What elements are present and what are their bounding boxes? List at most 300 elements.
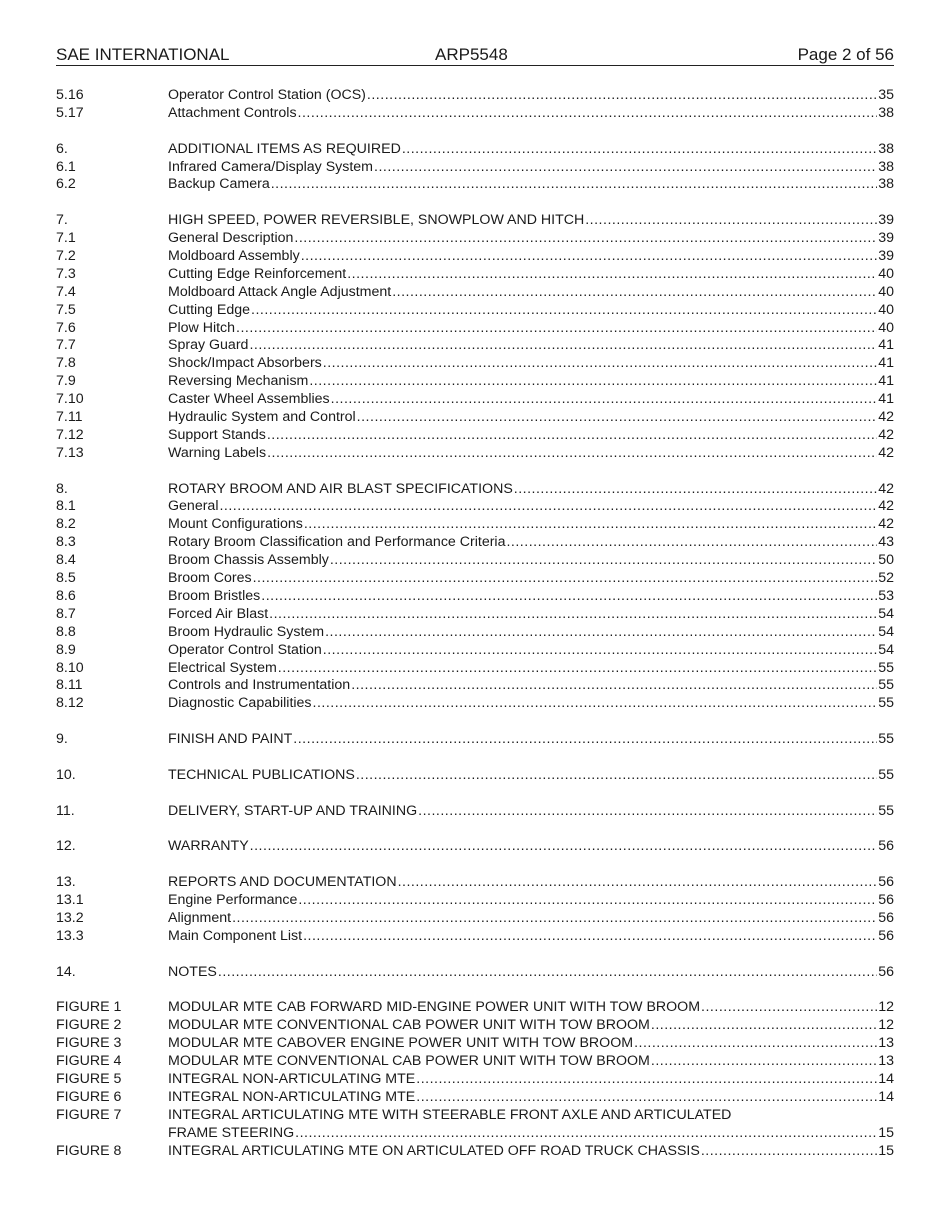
dot-leader <box>295 1125 877 1143</box>
dot-leader <box>418 803 877 821</box>
toc-entry-page: 40 <box>878 283 894 300</box>
toc-entry <box>56 498 894 516</box>
toc-entry-page: 41 <box>878 337 894 354</box>
dot-leader <box>313 695 878 713</box>
dot-leader <box>514 481 877 499</box>
toc-entry-link[interactable] <box>168 409 894 427</box>
toc-entry-page: 41 <box>878 355 894 372</box>
toc-entry <box>56 606 894 624</box>
dot-leader <box>398 874 878 892</box>
toc-entry-link[interactable] <box>168 1125 894 1143</box>
toc-entry-title[interactable]: HIGH SPEED, POWER REVERSIBLE, SNOWPLOW AND HITCH <box>168 212 585 229</box>
toc-entry-link[interactable] <box>168 230 894 248</box>
toc-entry-number: 7.9 <box>56 373 76 390</box>
toc-entry <box>56 767 894 785</box>
toc-entry-link[interactable] <box>168 337 894 355</box>
dot-leader <box>506 534 877 552</box>
toc-entry-title[interactable]: ADDITIONAL ITEMS AS REQUIRED <box>168 140 401 157</box>
toc-entry-number: 8.10 <box>56 659 84 676</box>
toc-entry-number: 8.5 <box>56 570 76 587</box>
toc-entry-link[interactable] <box>168 1017 894 1035</box>
toc-entry-link[interactable] <box>168 838 894 856</box>
toc-entry-number: FIGURE 8 <box>56 1142 122 1159</box>
toc-entry-page: 42 <box>878 480 894 497</box>
toc-entry-page: 42 <box>878 516 894 533</box>
dot-leader <box>294 230 877 248</box>
publisher-name: SAE INTERNATIONAL <box>56 45 230 64</box>
toc-entry-link[interactable] <box>168 803 894 821</box>
dot-leader <box>402 141 877 159</box>
toc-entry <box>56 928 894 946</box>
toc-entry-number: 8.3 <box>56 534 76 551</box>
dot-leader <box>651 1053 877 1071</box>
toc-entry <box>56 248 894 266</box>
dot-leader <box>367 87 877 105</box>
toc-entry-page: 35 <box>878 87 894 103</box>
toc-entry-title[interactable]: TECHNICAL PUBLICATIONS <box>168 766 355 783</box>
dot-leader <box>351 677 877 695</box>
dot-leader <box>301 248 878 266</box>
toc-entry-title[interactable]: WARRANTY <box>168 838 249 855</box>
toc-entry-page: 13 <box>878 1035 894 1052</box>
toc-entry-page: 42 <box>878 498 894 515</box>
toc-entry-number: 12. <box>56 838 76 855</box>
toc-entry-title[interactable]: Broom Hydraulic System <box>168 623 325 640</box>
toc-entry-title[interactable]: Shock/Impact Absorbers <box>168 355 322 372</box>
toc-entry <box>56 105 894 123</box>
dot-leader <box>249 337 877 355</box>
toc-entry-number: 8.4 <box>56 552 76 569</box>
toc-entry-number: 7.7 <box>56 337 76 354</box>
toc-entry-title[interactable]: Diagnostic Capabilities <box>168 695 312 712</box>
toc-entry <box>56 838 894 856</box>
dot-leader <box>267 445 877 463</box>
toc-entry-link[interactable] <box>168 248 894 266</box>
toc-entry-link[interactable] <box>168 910 894 928</box>
toc-entry-title[interactable]: INTEGRAL ARTICULATING MTE ON ARTICULATED OFF ROAD TRUCK CHASSIS <box>168 1142 700 1159</box>
dot-leader <box>701 999 877 1017</box>
toc-entry-number: 7.6 <box>56 319 76 336</box>
toc-entry-title[interactable]: Broom Bristles <box>168 587 261 604</box>
toc-entry-number: 13. <box>56 874 76 891</box>
toc-entry-link[interactable] <box>168 373 894 391</box>
toc-entry-number: 8.7 <box>56 605 76 622</box>
toc-entry-link[interactable] <box>168 481 894 499</box>
toc-entry <box>56 642 894 660</box>
toc-entry-title[interactable]: Warning Labels <box>168 444 267 461</box>
dot-leader <box>392 284 877 302</box>
toc-entry-title[interactable]: Electrical System <box>168 659 277 676</box>
dot-leader <box>323 355 877 373</box>
toc-entry-page: 42 <box>878 444 894 461</box>
toc-entry-title[interactable]: REPORTS AND DOCUMENTATION <box>168 874 397 891</box>
toc-entry-page: 39 <box>878 230 894 247</box>
toc-entry <box>56 1143 894 1161</box>
toc-entry-page: 38 <box>878 176 894 193</box>
toc-entry-link[interactable] <box>168 427 894 445</box>
toc-entry-title[interactable]: Hydraulic System and Control <box>168 409 356 426</box>
toc-entry-link[interactable] <box>168 552 894 570</box>
dot-leader <box>236 320 877 338</box>
toc-entry <box>56 803 894 821</box>
toc-entry <box>56 409 894 427</box>
toc-entry-page: 55 <box>878 802 894 819</box>
toc-entry-number: 13.1 <box>56 892 84 909</box>
dot-leader <box>634 1035 877 1053</box>
toc-entry-link[interactable] <box>168 588 894 606</box>
toc-entry <box>56 391 894 409</box>
toc-entry-number: 8. <box>56 480 68 497</box>
toc-entry <box>56 695 894 713</box>
toc-entry <box>56 874 894 892</box>
toc-entry-link[interactable] <box>168 284 894 302</box>
toc-entry-number: 8.6 <box>56 587 76 604</box>
toc-entry-page: 56 <box>878 874 894 891</box>
toc-entry-number: 7.2 <box>56 248 76 265</box>
toc-entry-link[interactable] <box>168 1143 894 1161</box>
toc-entry-page: 40 <box>878 265 894 282</box>
toc-entry-link[interactable] <box>168 767 894 785</box>
toc-entry-page: 54 <box>878 641 894 658</box>
toc-entry-title[interactable]: Moldboard Assembly <box>168 248 300 265</box>
toc-entry <box>56 731 894 749</box>
toc-entry-title[interactable]: INTEGRAL ARTICULATING MTE WITH STEERABLE FRONT AXLE AND ARTICULATED <box>168 1106 732 1123</box>
toc-entry <box>56 999 894 1017</box>
toc-entry-title[interactable]: INTEGRAL NON-ARTICULATING MTE <box>168 1088 416 1105</box>
toc-entry-title[interactable]: Controls and Instrumentation <box>168 677 351 694</box>
toc-entry-link[interactable] <box>168 176 894 194</box>
toc-entry-number: FIGURE 4 <box>56 1053 122 1070</box>
dot-leader <box>347 266 877 284</box>
toc-entry-number: 7.8 <box>56 355 76 372</box>
toc-entry-page: 39 <box>878 248 894 265</box>
toc-entry <box>56 266 894 284</box>
toc-entry-title[interactable]: Caster Wheel Assemblies <box>168 391 330 408</box>
toc-entry-number: 8.11 <box>56 677 83 694</box>
dot-leader <box>416 1071 877 1089</box>
toc-entry-link[interactable] <box>168 606 894 624</box>
toc-entry-page: 56 <box>878 927 894 944</box>
toc-entry-title[interactable]: Rotary Broom Classification and Performance Criteria <box>168 534 506 551</box>
dot-leader <box>253 570 878 588</box>
section-spacer <box>56 194 894 212</box>
toc-entry-title[interactable]: Broom Cores <box>168 570 252 587</box>
toc-entry <box>56 516 894 534</box>
toc-entry-page: 56 <box>878 909 894 926</box>
toc-entry-page: 15 <box>878 1142 894 1159</box>
toc-entry-title[interactable]: Support Stands <box>168 426 266 443</box>
toc-entry-title[interactable]: General <box>168 498 219 515</box>
toc-entry-page: 13 <box>878 1053 894 1070</box>
toc-entry-link[interactable] <box>168 516 894 534</box>
dot-leader <box>271 176 877 194</box>
toc-entry-title[interactable]: Spray Guard <box>168 337 249 354</box>
toc-entry <box>56 588 894 606</box>
toc-entry-number: FIGURE 2 <box>56 1017 122 1034</box>
toc-entry-number: 13.3 <box>56 927 84 944</box>
toc-entry <box>56 624 894 642</box>
toc-entry-page: 38 <box>878 104 894 121</box>
toc-entry <box>56 1053 894 1071</box>
toc-entry-title[interactable]: Reversing Mechanism <box>168 373 309 390</box>
toc-entry-number: FIGURE 3 <box>56 1035 122 1052</box>
toc-entry-title[interactable]: Plow Hitch <box>168 319 236 336</box>
toc-entry <box>56 212 894 230</box>
toc-entry-number: 14. <box>56 963 76 980</box>
toc-entry-number: FIGURE 5 <box>56 1070 122 1087</box>
dot-leader <box>250 838 878 856</box>
document-number: ARP5548 <box>435 45 508 64</box>
toc-entry-title[interactable]: Moldboard Attack Angle Adjustment <box>168 283 392 300</box>
toc-entry-title[interactable]: Main Component List <box>168 927 303 944</box>
toc-entry-title[interactable]: Operator Control Station <box>168 641 322 658</box>
toc-entry-page: 38 <box>878 158 894 175</box>
toc-entry-number: 8.8 <box>56 623 76 640</box>
section-spacer <box>56 749 894 767</box>
dot-leader <box>219 498 877 516</box>
toc-entry-page: 56 <box>878 838 894 855</box>
dot-leader <box>278 660 877 678</box>
toc-entry-link[interactable] <box>168 105 894 123</box>
toc-entry <box>56 677 894 695</box>
toc-entry-link[interactable] <box>168 1035 894 1053</box>
toc-entry-number: 7.5 <box>56 301 76 318</box>
toc-entry-link[interactable] <box>168 570 894 588</box>
toc-entry-link[interactable] <box>168 892 894 910</box>
dot-leader <box>356 767 877 785</box>
toc-entry-title[interactable]: Cutting Edge Reinforcement <box>168 265 347 282</box>
section-spacer <box>56 821 894 839</box>
toc-entry-number: 7.1 <box>56 230 76 247</box>
toc-entry-link[interactable] <box>168 302 894 320</box>
toc-entry-number: 6.2 <box>56 176 76 193</box>
toc-entry-title-continuation[interactable]: FRAME STEERING <box>168 1124 295 1141</box>
dot-leader <box>304 516 877 534</box>
dot-leader <box>357 409 878 427</box>
toc-entry-link[interactable] <box>168 87 894 105</box>
toc-entry-page: 55 <box>878 766 894 783</box>
toc-entry <box>56 481 894 499</box>
toc-entry-link[interactable] <box>168 159 894 177</box>
toc-entry-page: 14 <box>878 1088 894 1105</box>
toc-entry-number: 6.1 <box>56 158 76 175</box>
dot-leader <box>232 910 877 928</box>
dot-leader <box>374 159 877 177</box>
toc-entry-link[interactable] <box>168 391 894 409</box>
toc-entry-page: 41 <box>878 391 894 408</box>
toc-entry-number: 7.4 <box>56 283 76 300</box>
toc-entry-number: 7. <box>56 212 68 229</box>
toc-entry <box>56 355 894 373</box>
toc-entry-link[interactable] <box>168 534 894 552</box>
toc-entry-number: 8.9 <box>56 641 76 658</box>
toc-entry <box>56 534 894 552</box>
toc-entry-title[interactable]: General Description <box>168 230 294 247</box>
dot-leader <box>293 731 877 749</box>
dot-leader <box>303 928 877 946</box>
toc-entry <box>56 1089 894 1107</box>
toc-entry-number: FIGURE 7 <box>56 1106 122 1123</box>
toc-entry-link[interactable] <box>168 642 894 660</box>
toc-entry-title[interactable]: Attachment Controls <box>168 104 297 121</box>
toc-entry-line <box>56 1107 894 1125</box>
toc-entry-link[interactable] <box>168 355 894 373</box>
toc-entry-number: 7.11 <box>56 409 83 426</box>
section-spacer <box>56 463 894 481</box>
toc-entry <box>56 320 894 338</box>
toc-entry-page: 41 <box>878 373 894 390</box>
dot-leader <box>251 302 877 320</box>
page-number: Page 2 of 56 <box>797 45 894 64</box>
toc-entry-title[interactable]: Alignment <box>168 909 232 926</box>
toc-entry <box>56 159 894 177</box>
toc-entry-link[interactable] <box>168 141 894 159</box>
toc-entry-title[interactable]: Operator Control Station (OCS) <box>168 87 366 103</box>
toc-entry-number: 7.3 <box>56 265 76 282</box>
toc-entry-number: 10. <box>56 766 76 783</box>
toc-entry-title[interactable]: Cutting Edge <box>168 301 251 318</box>
toc-entry-link[interactable] <box>168 999 894 1017</box>
dot-leader <box>325 624 877 642</box>
toc-entry-link[interactable] <box>168 964 894 982</box>
dot-leader <box>330 552 877 570</box>
section-spacer <box>56 946 894 964</box>
section-spacer <box>56 713 894 731</box>
dot-leader <box>267 427 877 445</box>
dot-leader <box>651 1017 877 1035</box>
toc-entry-number: FIGURE 1 <box>56 999 122 1016</box>
toc-entry-title[interactable]: DELIVERY, START-UP AND TRAINING <box>168 802 418 819</box>
toc-entry-link[interactable] <box>168 1071 894 1089</box>
toc-entry <box>56 964 894 982</box>
toc-entry-page: 38 <box>878 140 894 157</box>
toc-entry-title[interactable]: MODULAR MTE CABOVER ENGINE POWER UNIT WITH TOW BROOM <box>168 1035 634 1052</box>
dot-leader <box>331 391 878 409</box>
toc-entry-link[interactable] <box>168 660 894 678</box>
toc-entry-number: 6. <box>56 140 68 157</box>
toc-entry <box>56 87 894 105</box>
toc-entry-title[interactable]: NOTES <box>168 963 217 980</box>
toc-entry-link[interactable] <box>168 1089 894 1107</box>
dot-leader <box>298 892 877 910</box>
toc-entry-link[interactable] <box>168 624 894 642</box>
toc-entry-page: 14 <box>878 1070 894 1087</box>
toc-entry <box>56 176 894 194</box>
toc-entry-link[interactable] <box>168 498 894 516</box>
toc-entry-page: 43 <box>878 534 894 551</box>
toc-entry-title[interactable]: Backup Camera <box>168 176 270 193</box>
toc-entry <box>56 141 894 159</box>
toc-entry-link[interactable] <box>168 695 894 713</box>
toc-entry-number: 13.2 <box>56 909 84 926</box>
toc-entry <box>56 230 894 248</box>
toc-entry-link[interactable] <box>168 320 894 338</box>
toc-entry-link[interactable] <box>168 928 894 946</box>
toc-entry <box>56 660 894 678</box>
toc-entry <box>56 445 894 463</box>
toc-entry-number: 7.13 <box>56 444 84 461</box>
toc-entry-page: 40 <box>878 319 894 336</box>
toc-entry-page: 15 <box>878 1124 894 1141</box>
toc-entry-page: 42 <box>878 426 894 443</box>
toc-entry-link[interactable] <box>168 266 894 284</box>
dot-leader <box>298 105 878 123</box>
toc-entry-page: 53 <box>878 587 894 604</box>
toc-entry-number: 7.12 <box>56 426 84 443</box>
toc-entry-page: 56 <box>878 963 894 980</box>
toc-entry-page: 54 <box>878 605 894 622</box>
toc-entry-number: 5.17 <box>56 104 84 121</box>
toc-entry <box>56 337 894 355</box>
toc-entry-title[interactable]: MODULAR MTE CONVENTIONAL CAB POWER UNIT WITH TOW BROOM <box>168 1017 650 1034</box>
toc-entry-page: 55 <box>878 695 894 712</box>
toc-entry-page: 54 <box>878 623 894 640</box>
toc-entry <box>56 910 894 928</box>
toc-entry-number: 5.16 <box>56 87 84 103</box>
toc-entry-number: 9. <box>56 731 68 748</box>
page-header <box>56 44 894 66</box>
toc-entry-link[interactable] <box>168 874 894 892</box>
dot-leader <box>261 588 877 606</box>
toc-entry <box>56 427 894 445</box>
table-of-contents <box>56 87 894 1160</box>
toc-entry-page: 52 <box>878 570 894 587</box>
toc-entry-number: 7.10 <box>56 391 84 408</box>
dot-leader <box>701 1143 877 1161</box>
toc-entry-page: 55 <box>878 659 894 676</box>
toc-entry-page: 55 <box>878 677 894 694</box>
toc-entry-title[interactable]: Mount Configurations <box>168 516 303 533</box>
toc-entry-link[interactable] <box>168 212 894 230</box>
toc-entry-number: FIGURE 6 <box>56 1088 122 1105</box>
toc-entry-page: 56 <box>878 892 894 909</box>
toc-entry <box>56 373 894 391</box>
toc-entry-page: 12 <box>878 1017 894 1034</box>
dot-leader <box>585 212 877 230</box>
toc-entry-title[interactable]: Infrared Camera/Display System <box>168 158 373 175</box>
section-spacer <box>56 123 894 141</box>
toc-entry <box>56 892 894 910</box>
toc-entry-number: 8.2 <box>56 516 76 533</box>
toc-entry-title[interactable]: ROTARY BROOM AND AIR BLAST SPECIFICATIONS <box>168 480 513 497</box>
toc-entry-link[interactable] <box>168 445 894 463</box>
toc-entry-page: 42 <box>878 409 894 426</box>
toc-entry-number: 8.12 <box>56 695 84 712</box>
toc-entry-title[interactable]: Forced Air Blast <box>168 605 269 622</box>
toc-entry <box>56 284 894 302</box>
toc-entry-link[interactable] <box>168 731 894 749</box>
toc-entry-page: 12 <box>878 999 894 1016</box>
toc-entry <box>56 570 894 588</box>
toc-entry-title[interactable]: MODULAR MTE CAB FORWARD MID-ENGINE POWER UNIT WITH TOW BROOM <box>168 999 701 1016</box>
toc-entry-title[interactable]: Engine Performance <box>168 892 298 909</box>
toc-entry-page: 39 <box>878 212 894 229</box>
toc-entry-number: 8.1 <box>56 498 76 515</box>
toc-entry <box>56 1035 894 1053</box>
dot-leader <box>218 964 877 982</box>
toc-entry <box>56 552 894 570</box>
section-spacer <box>56 982 894 1000</box>
toc-entry-title[interactable]: Broom Chassis Assembly <box>168 552 329 569</box>
toc-entry-title[interactable]: MODULAR MTE CONVENTIONAL CAB POWER UNIT WITH TOW BROOM <box>168 1053 650 1070</box>
toc-entry-title[interactable]: FINISH AND PAINT <box>168 731 293 748</box>
dot-leader <box>323 642 877 660</box>
section-spacer <box>56 856 894 874</box>
toc-entry-title[interactable]: INTEGRAL NON-ARTICULATING MTE <box>168 1070 416 1087</box>
section-spacer <box>56 785 894 803</box>
toc-entry-link[interactable] <box>168 677 894 695</box>
toc-entry-link[interactable] <box>168 1053 894 1071</box>
